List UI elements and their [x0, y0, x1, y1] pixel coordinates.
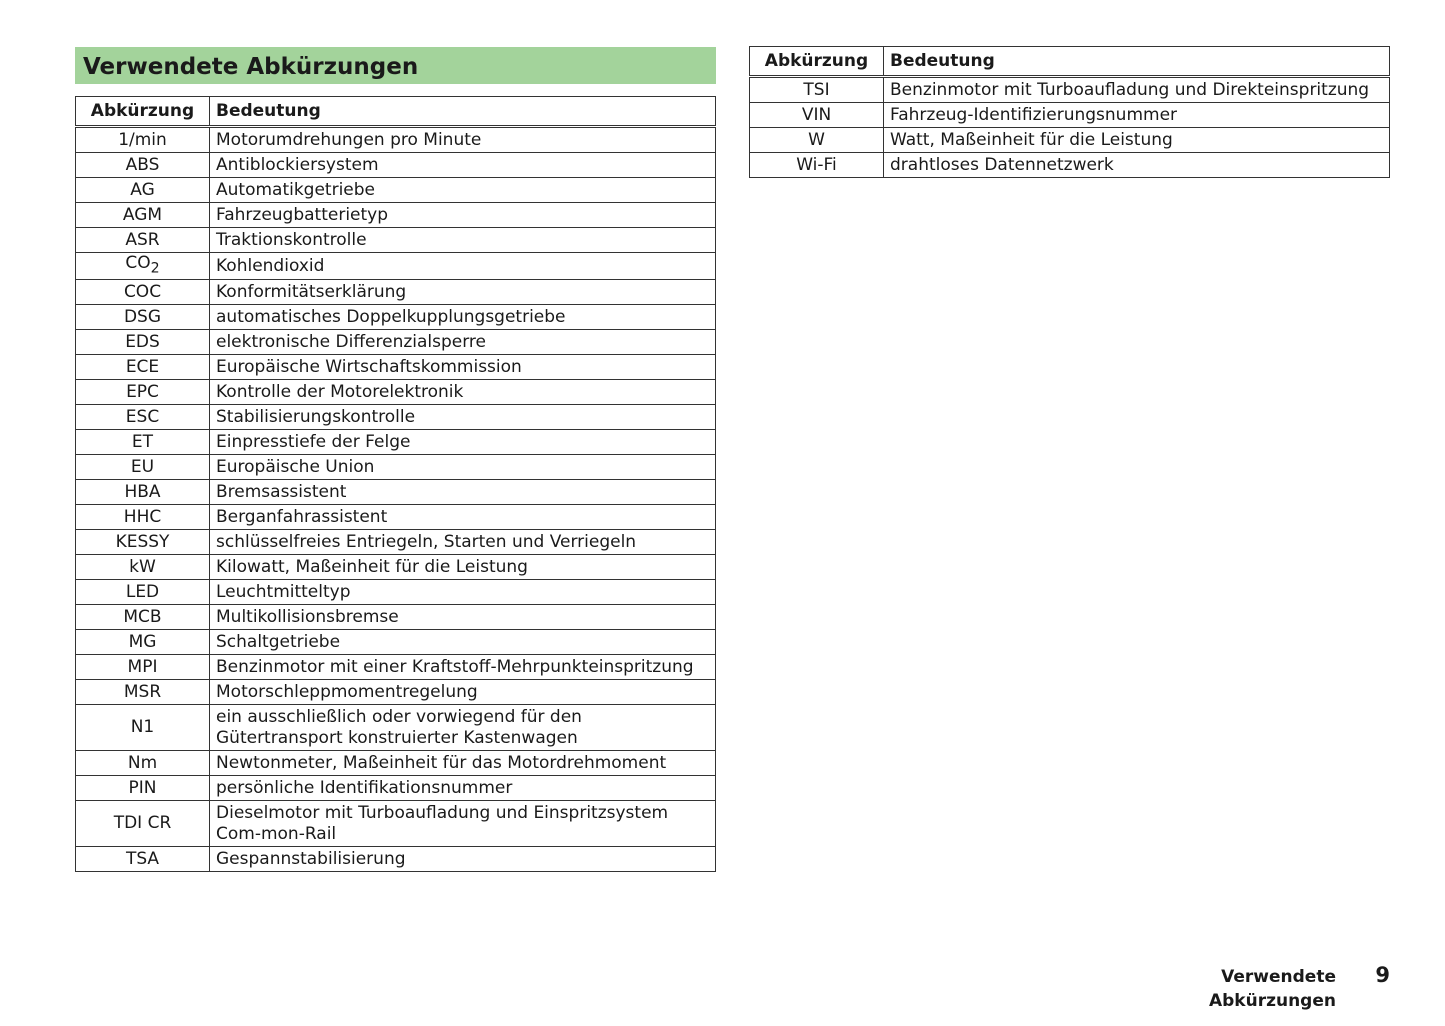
page-number: 9 [1375, 963, 1390, 987]
meaning-cell: Bremsassistent [210, 480, 716, 505]
column-header-meaning: Bedeutung [210, 97, 716, 127]
meaning-cell: Europäische Wirtschaftskommission [210, 355, 716, 380]
abbreviation-cell: VIN [750, 103, 884, 128]
meaning-cell: Benzinmotor mit Turboaufladung und Direkteinspritzung [884, 77, 1390, 103]
abbreviation-cell: ET [76, 430, 210, 455]
meaning-cell: Newtonmeter, Maßeinheit für das Motordrehmoment [210, 751, 716, 776]
abbreviation-cell: MSR [76, 680, 210, 705]
table-row [76, 605, 716, 630]
table-row [76, 847, 716, 872]
table-row [76, 178, 716, 203]
table-row [76, 330, 716, 355]
table-row [76, 680, 716, 705]
table-row [76, 153, 716, 178]
meaning-cell: schlüsselfreies Entriegeln, Starten und Verriegeln [210, 530, 716, 555]
meaning-cell: Stabilisierungskontrolle [210, 405, 716, 430]
abbreviation-cell: DSG [76, 305, 210, 330]
meaning-cell: Multikollisionsbremse [210, 605, 716, 630]
meaning-cell: Dieselmotor mit Turboaufladung und Einspritzsystem Com-mon-Rail [210, 801, 716, 847]
table-row [76, 480, 716, 505]
abbreviation-cell: COC [76, 280, 210, 305]
table-row [76, 751, 716, 776]
table-row [76, 455, 716, 480]
abbreviation-cell: EU [76, 455, 210, 480]
abbreviation-text: CO [125, 253, 151, 273]
section-title: Verwendete Abkürzungen [75, 47, 716, 84]
abbreviation-cell: N1 [76, 705, 210, 751]
meaning-cell: Kontrolle der Motorelektronik [210, 380, 716, 405]
abbreviation-cell: W [750, 128, 884, 153]
table-row [76, 203, 716, 228]
meaning-cell: drahtloses Datennetzwerk [884, 153, 1390, 178]
column-header-meaning: Bedeutung [884, 47, 1390, 77]
meaning-cell: Fahrzeugbatterietyp [210, 203, 716, 228]
table-row [76, 355, 716, 380]
meaning-cell: Konformitätserklärung [210, 280, 716, 305]
abbreviation-cell: ASR [76, 228, 210, 253]
abbreviation-cell [76, 253, 210, 280]
table-header-row [76, 97, 716, 127]
abbreviation-cell: KESSY [76, 530, 210, 555]
table-row [76, 505, 716, 530]
table-row [76, 430, 716, 455]
column-header-abbreviation: Abkürzung [76, 97, 210, 127]
meaning-cell: Berganfahrassistent [210, 505, 716, 530]
abbreviation-cell: ABS [76, 153, 210, 178]
meaning-cell: elektronische Differenzialsperre [210, 330, 716, 355]
meaning-cell: Schaltgetriebe [210, 630, 716, 655]
meaning-cell: Motorschleppmomentregelung [210, 680, 716, 705]
abbreviation-cell: MG [76, 630, 210, 655]
meaning-cell: Antiblockiersystem [210, 153, 716, 178]
abbreviation-cell: 1/min [76, 127, 210, 153]
table-row [750, 77, 1390, 103]
meaning-cell: Gespannstabilisierung [210, 847, 716, 872]
abbreviation-cell: AGM [76, 203, 210, 228]
abbreviation-cell: Nm [76, 751, 210, 776]
table-row [76, 530, 716, 555]
table-row [76, 705, 716, 751]
abbreviation-cell: HBA [76, 480, 210, 505]
abbreviation-cell: TSA [76, 847, 210, 872]
abbreviation-cell: EPC [76, 380, 210, 405]
abbreviation-cell: kW [76, 555, 210, 580]
table-row [76, 380, 716, 405]
abbreviation-cell: HHC [76, 505, 210, 530]
meaning-cell: Kilowatt, Maßeinheit für die Leistung [210, 555, 716, 580]
table-row [76, 253, 716, 280]
table-row [76, 127, 716, 153]
table-row [76, 305, 716, 330]
footer-section-title: Verwendete Abkürzungen [1208, 967, 1336, 1011]
abbreviations-table-right [749, 46, 1390, 178]
meaning-cell: Einpresstiefe der Felge [210, 430, 716, 455]
table-row [750, 153, 1390, 178]
table-header-row [750, 47, 1390, 77]
table-row [76, 228, 716, 253]
abbreviation-cell: PIN [76, 776, 210, 801]
meaning-cell: Motorumdrehungen pro Minute [210, 127, 716, 153]
abbreviation-cell: TDI CR [76, 801, 210, 847]
abbreviation-cell: ECE [76, 355, 210, 380]
abbreviation-cell: MCB [76, 605, 210, 630]
table-row [76, 630, 716, 655]
abbreviations-table-left [75, 96, 716, 872]
meaning-cell: Fahrzeug-Identifizierungsnummer [884, 103, 1390, 128]
abbreviation-cell: AG [76, 178, 210, 203]
table-row [750, 103, 1390, 128]
meaning-cell: Kohlendioxid [210, 253, 716, 280]
table-row [76, 405, 716, 430]
meaning-cell: automatisches Doppelkupplungsgetriebe [210, 305, 716, 330]
table-row [750, 128, 1390, 153]
table-row [76, 801, 716, 847]
meaning-cell: ein ausschließlich oder vorwiegend für den Gütertransport konstruierter Kastenwagen [210, 705, 716, 751]
abbreviation-cell: TSI [750, 77, 884, 103]
abbreviation-cell: LED [76, 580, 210, 605]
meaning-cell: Automatikgetriebe [210, 178, 716, 203]
abbreviation-cell: Wi-Fi [750, 153, 884, 178]
meaning-cell: Europäische Union [210, 455, 716, 480]
table-row [76, 555, 716, 580]
meaning-cell: Benzinmotor mit einer Kraftstoff-Mehrpunkteinspritzung [210, 655, 716, 680]
abbreviation-subscript: 2 [150, 260, 160, 277]
meaning-cell: Traktionskontrolle [210, 228, 716, 253]
abbreviation-cell: MPI [76, 655, 210, 680]
column-header-abbreviation: Abkürzung [750, 47, 884, 77]
abbreviation-cell: EDS [76, 330, 210, 355]
table-row [76, 280, 716, 305]
table-row [76, 580, 716, 605]
abbreviation-cell: ESC [76, 405, 210, 430]
meaning-cell: Leuchtmitteltyp [210, 580, 716, 605]
table-row [76, 655, 716, 680]
table-row [76, 776, 716, 801]
meaning-cell: Watt, Maßeinheit für die Leistung [884, 128, 1390, 153]
meaning-cell: persönliche Identifikationsnummer [210, 776, 716, 801]
